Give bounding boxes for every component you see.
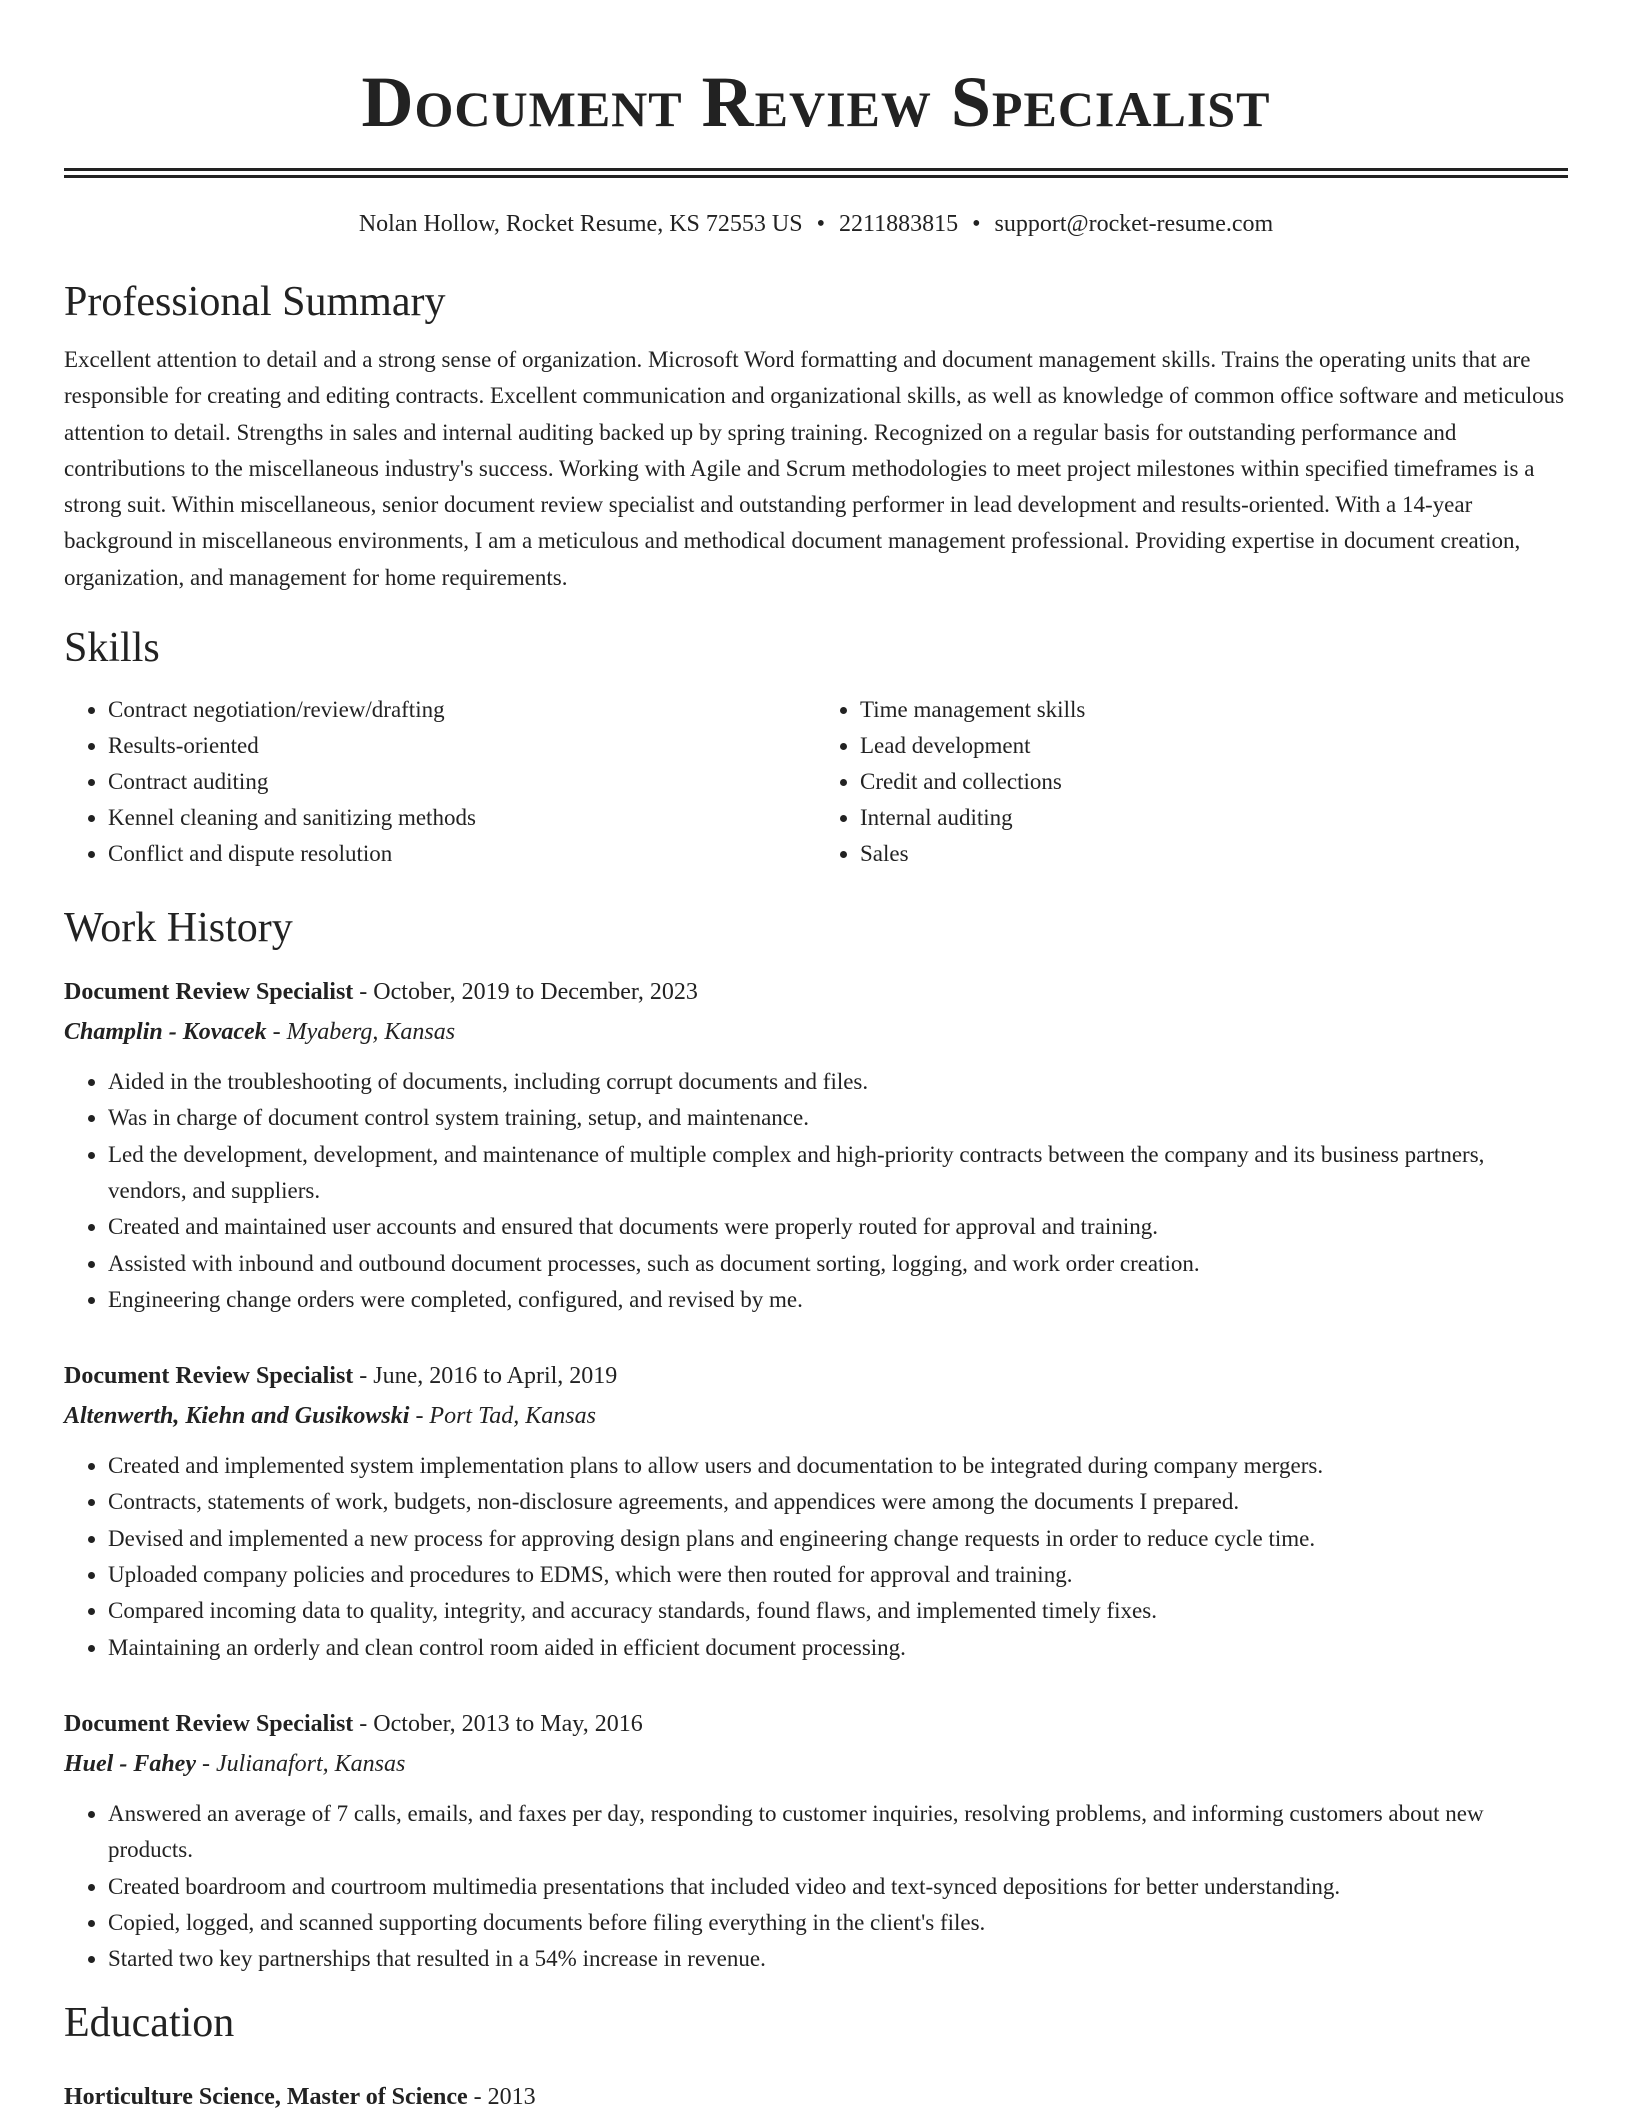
job-company-line (64, 1012, 1568, 1052)
contact-email: support@rocket-resume.com (994, 211, 1274, 237)
education-heading: Education (64, 2000, 235, 2047)
job-location: - Julianafort, Kansas (196, 1750, 406, 1777)
skills-column-left (64, 692, 816, 872)
skill-item: • Kennel cleaning and sanitizing methods (108, 800, 816, 836)
job-bullets (64, 1064, 1568, 1318)
job-bullet: • Led the development, development, and maintenance of multiple complex and high-priority contracts between the company and its business partners, vendors, and suppliers. (108, 1137, 1568, 1210)
resume-page (64, 0, 1568, 2117)
work-history-heading: Work History (64, 905, 293, 952)
job-dates: - October, 2019 to December, 2023 (353, 979, 698, 1006)
job-bullet: • Was in charge of document control system training, setup, and maintenance. (108, 1100, 1568, 1136)
job-bullet: • Created and implemented system implementation plans to allow users and documentation to be integrated during company mergers. (108, 1448, 1568, 1484)
education-entry (64, 2077, 1568, 2117)
education-year: - 2013 (467, 2084, 536, 2111)
skill-item: • Time management skills (860, 692, 1568, 728)
job-bullet: • Created boardroom and courtroom multimedia presentations that included video and text-synced depositions for better understanding. (108, 1869, 1568, 1905)
job-bullet: • Engineering change orders were completed, configured, and revised by me. (108, 1282, 1568, 1318)
job-entry (64, 972, 1568, 1318)
job-bullet: • Compared incoming data to quality, integrity, and accuracy standards, found flaws, and implemented timely fixes. (108, 1593, 1568, 1629)
job-bullet: • Devised and implemented a new process for approving design plans and engineering change requests in order to reduce cycle time. (108, 1521, 1568, 1557)
job-company: Huel - Fahey (64, 1750, 196, 1777)
skill-item: • Sales (860, 836, 1568, 872)
job-bullet: • Created and maintained user accounts and ensured that documents were properly routed for approval and training. (108, 1209, 1568, 1245)
summary-text: Excellent attention to detail and a strong sense of organization. Microsoft Word formatting and document management skills. Trains the operating units that are responsible for creating and editing contracts. Excellent communication and organizational skills, as well as knowledge of common office software and meticulous attention to detail. Strengths in sales and internal auditing backed up by spring training. Recognized on a regular basis for outstanding performance and contributions to the miscellaneous industry's success. Working with Agile and Scrum methodologies to meet project milestones within specified timeframes is a strong suit. Within miscellaneous, senior document review specialist and outstanding performer in lead development and results-oriented. With a 14-year background in miscellaneous environments, I am a meticulous and methodical document management professional. Providing expertise in document creation, organization, and management for home requirements. (64, 347, 1565, 590)
skill-item: • Conflict and dispute resolution (108, 836, 816, 872)
summary-heading: Professional Summary (64, 279, 446, 325)
bullet-separator: • (816, 211, 825, 237)
job-entry (64, 1356, 1568, 1666)
skills-grid (64, 692, 1568, 872)
skill-item: • Contract auditing (108, 764, 816, 800)
education-degree: Horticulture Science, Master of Science (64, 2084, 468, 2111)
job-location: - Myaberg, Kansas (266, 1019, 456, 1046)
job-company: Champlin - Kovacek (64, 1019, 267, 1046)
resume-title: Document Review Specialist (361, 62, 1271, 142)
job-bullet: • Aided in the troubleshooting of documents, including corrupt documents and files. (108, 1064, 1568, 1100)
job-dates: - June, 2016 to April, 2019 (353, 1363, 618, 1390)
job-header (64, 1356, 1568, 1396)
skill-item: • Credit and collections (860, 764, 1568, 800)
job-company-line (64, 1396, 1568, 1436)
job-entry (64, 1704, 1568, 1977)
job-role: Document Review Specialist (64, 1363, 354, 1390)
job-bullet: • Started two key partnerships that resulted in a 54% increase in revenue. (108, 1941, 1568, 1977)
job-bullets (64, 1796, 1568, 1977)
contact-line (64, 208, 1568, 240)
skills-column-right (816, 692, 1568, 872)
job-bullet: • Answered an average of 7 calls, emails, and faxes per day, responding to customer inquiries, resolving problems, and informing customers about new products. (108, 1796, 1568, 1869)
skill-item: • Internal auditing (860, 800, 1568, 836)
job-bullet: • Copied, logged, and scanned supporting documents before filing everything in the client's files. (108, 1905, 1568, 1941)
title-divider (64, 168, 1568, 178)
job-dates: - October, 2013 to May, 2016 (353, 1710, 643, 1737)
skill-item: • Lead development (860, 728, 1568, 764)
skill-item: • Contract negotiation/review/drafting (108, 692, 816, 728)
bullet-separator: • (972, 211, 981, 237)
job-role: Document Review Specialist (64, 979, 354, 1006)
job-bullet: • Uploaded company policies and procedures to EDMS, which were then routed for approval and training. (108, 1557, 1568, 1593)
job-location: - Port Tad, Kansas (409, 1403, 596, 1430)
job-header (64, 972, 1568, 1012)
job-company: Altenwerth, Kiehn and Gusikowski (64, 1403, 410, 1430)
job-company-line (64, 1744, 1568, 1784)
skill-item: • Results-oriented (108, 728, 816, 764)
job-bullet: • Contracts, statements of work, budgets, non-disclosure agreements, and appendices were among the documents I prepared. (108, 1484, 1568, 1520)
contact-phone: 2211883815 (838, 211, 959, 237)
job-bullet: • Assisted with inbound and outbound document processes, such as document sorting, logging, and work order creation. (108, 1246, 1568, 1282)
job-bullets (64, 1448, 1568, 1666)
job-header (64, 1704, 1568, 1744)
job-role: Document Review Specialist (64, 1710, 354, 1737)
job-bullet: • Maintaining an orderly and clean control room aided in efficient document processing. (108, 1630, 1568, 1666)
skills-heading: Skills (64, 625, 160, 672)
contact-address: Nolan Hollow, Rocket Resume, KS 72553 US (358, 211, 803, 237)
